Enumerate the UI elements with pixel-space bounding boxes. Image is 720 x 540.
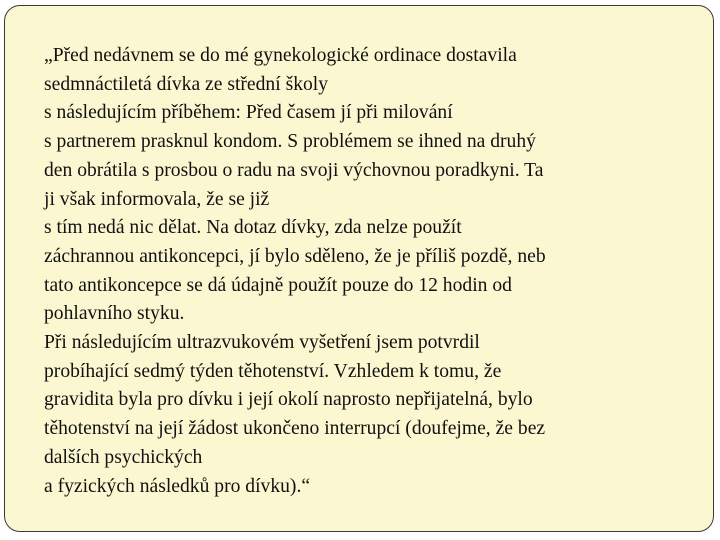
text-line: probíhající sedmý týden těhotenství. Vzhledem k tomu, že <box>44 360 502 382</box>
text-line: s partnerem prasknul kondom. S problémem se ihned na druhý <box>44 131 536 153</box>
text-line: gravidita byla pro dívku i její okolí naprosto nepřijatelná, bylo <box>44 389 533 411</box>
text-line: ji však informovala, že se již <box>44 188 270 210</box>
text-line: pohlavního styku. <box>44 303 185 325</box>
text-line: sedmnáctiletá dívka ze střední školy <box>44 73 329 95</box>
text-line: dalších psychických <box>44 446 203 468</box>
text-line: tato antikoncepce se dá údajně použít pouze do 12 hodin od <box>44 274 512 296</box>
text-line: Při následujícím ultrazvukovém vyšetření jsem potvrdil <box>44 332 480 354</box>
text-line: s tím nedá nic dělat. Na dotaz dívky, zda nelze použít <box>44 217 462 239</box>
text-line: den obrátila s prosbou o radu na svoji výchovnou poradkyni. Ta <box>44 159 544 181</box>
text-line: záchrannou antikoncepci, jí bylo sděleno, že je příliš pozdě, neb <box>44 245 546 267</box>
quote-text <box>44 42 694 501</box>
text-line: těhotenství na její žádost ukončeno interrupcí (doufejme, že bez <box>44 418 546 440</box>
text-line: „Před nedávnem se do mé gynekologické ordinace dostavila <box>44 45 517 66</box>
text-line: s následujícím příběhem: Před časem jí při milování <box>44 102 453 124</box>
text-line: a fyzických následků pro dívku).“ <box>44 475 311 497</box>
